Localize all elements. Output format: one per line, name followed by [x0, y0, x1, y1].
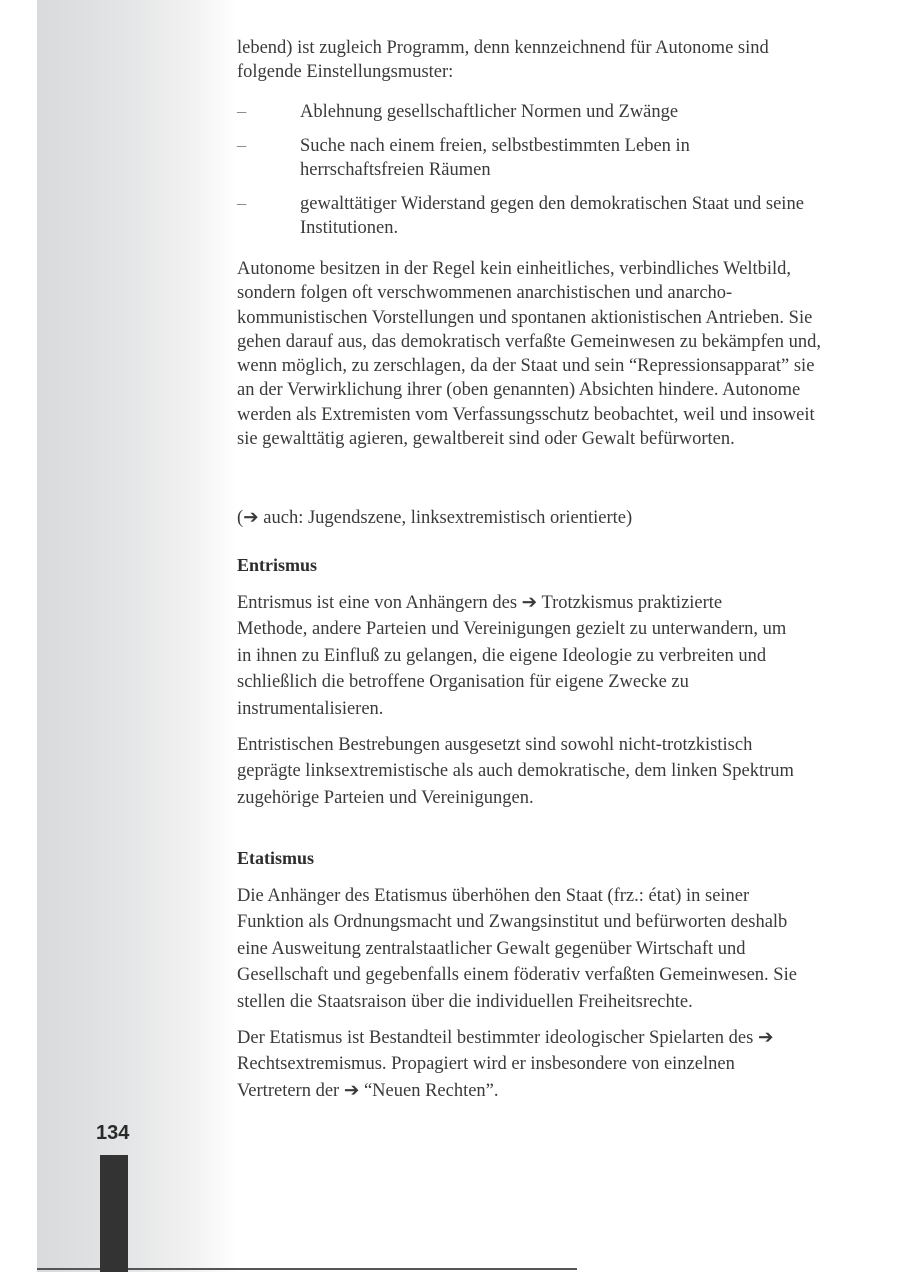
bullet-dash: –	[237, 102, 247, 122]
section-heading-entrismus: Entrismus	[237, 555, 318, 575]
bullet-text: Ablehnung gesellschaftlicher Normen und Zwänge	[300, 102, 679, 122]
paragraph: Entrismus ist eine von Anhängern des ➔ Trotzkismus praktizierte Methode, andere Parteien und Vereinigungen gezielt zu unterwandern, um in ihnen zu Einfluß zu gelangen, die eigene Ideologie zu verbreiten und schließlich die betroffene Organisation für eigene Zwecke zu instrumentalisieren.	[237, 593, 787, 719]
bullet-list	[237, 100, 837, 240]
bullet-text: gewalttätiger Widerstand gegen den demokratischen Staat und seine Institutionen.	[300, 194, 804, 238]
bullet-dash: –	[237, 136, 247, 156]
list-item	[237, 134, 780, 182]
list-item	[237, 192, 810, 240]
bullet-text: Suche nach einem freien, selbstbestimmten Leben in herrschaftsfreien Räumen	[300, 136, 690, 180]
paragraph: Entristischen Bestrebungen ausgesetzt sind sowohl nicht-trotzkistisch geprägte linksextremistische als auch demokratische, dem linken Spektrum zugehörige Parteien und Vereinigungen.	[237, 735, 794, 808]
bullet-dash: –	[237, 194, 247, 214]
section-heading-etatismus: Etatismus	[237, 848, 315, 868]
list-item	[237, 100, 837, 124]
see-also-link[interactable]: (➔ auch: Jugendszene, linksextremistisch orientierte)	[237, 508, 633, 528]
chapter-marker-bar	[100, 1155, 128, 1272]
paragraph: Der Etatismus ist Bestandteil bestimmter ideologischer Spielarten des ➔ Rechtsextremismus. Propagiert wird er insbesondere von einzelnen Vertretern der ➔ “Neuen Rechten”.	[237, 1028, 774, 1101]
autonome-paragraph	[237, 257, 835, 451]
page-margin-shade	[37, 0, 237, 1272]
intro-paragraph: lebend) ist zugleich Programm, denn kennzeichnend für Autonome sind folgende Einstellungsmuster:	[237, 38, 769, 83]
see-also	[237, 506, 837, 530]
etatismus-body	[237, 883, 797, 1104]
intro-text	[237, 36, 837, 85]
entrismus-body	[237, 590, 797, 811]
paragraph: Die Anhänger des Etatismus überhöhen den Staat (frz.: état) in seiner Funktion als Ordnungsmacht und Zwangsinstitut und befürworten deshalb eine Ausweitung zentralstaatlicher Gewalt gegenüber Wirtschaft und Gesellschaft und gegebenfalls einem föderativ verfaßten Gemeinwesen. Sie stellen die Staatsraison über die individuellen Freiheitsrechte.	[237, 886, 797, 1012]
paragraph: Autonome besitzen in der Regel kein einheitliches, verbindliches Weltbild, sondern folgen oft verschwommenen anarchistischen und anarcho-kommunistischen Vorstellungen und spontanen aktionistischen Antrieben. Sie gehen darauf aus, das demokratisch verfaßte Gemeinwesen zu bekämpfen und, wenn möglich, zu zerschlagen, da der Staat und sein “Repressionsapparat” sie an der Verwirklichung ihrer (oben genannten) Absichten hindere. Autonome werden als Extremisten vom Verfassungsschutz beobachtet, weil und insoweit sie gewalttätig agieren, gewaltbereit sind oder Gewalt befürworten.	[237, 259, 822, 450]
page-number: 134	[96, 1122, 130, 1144]
